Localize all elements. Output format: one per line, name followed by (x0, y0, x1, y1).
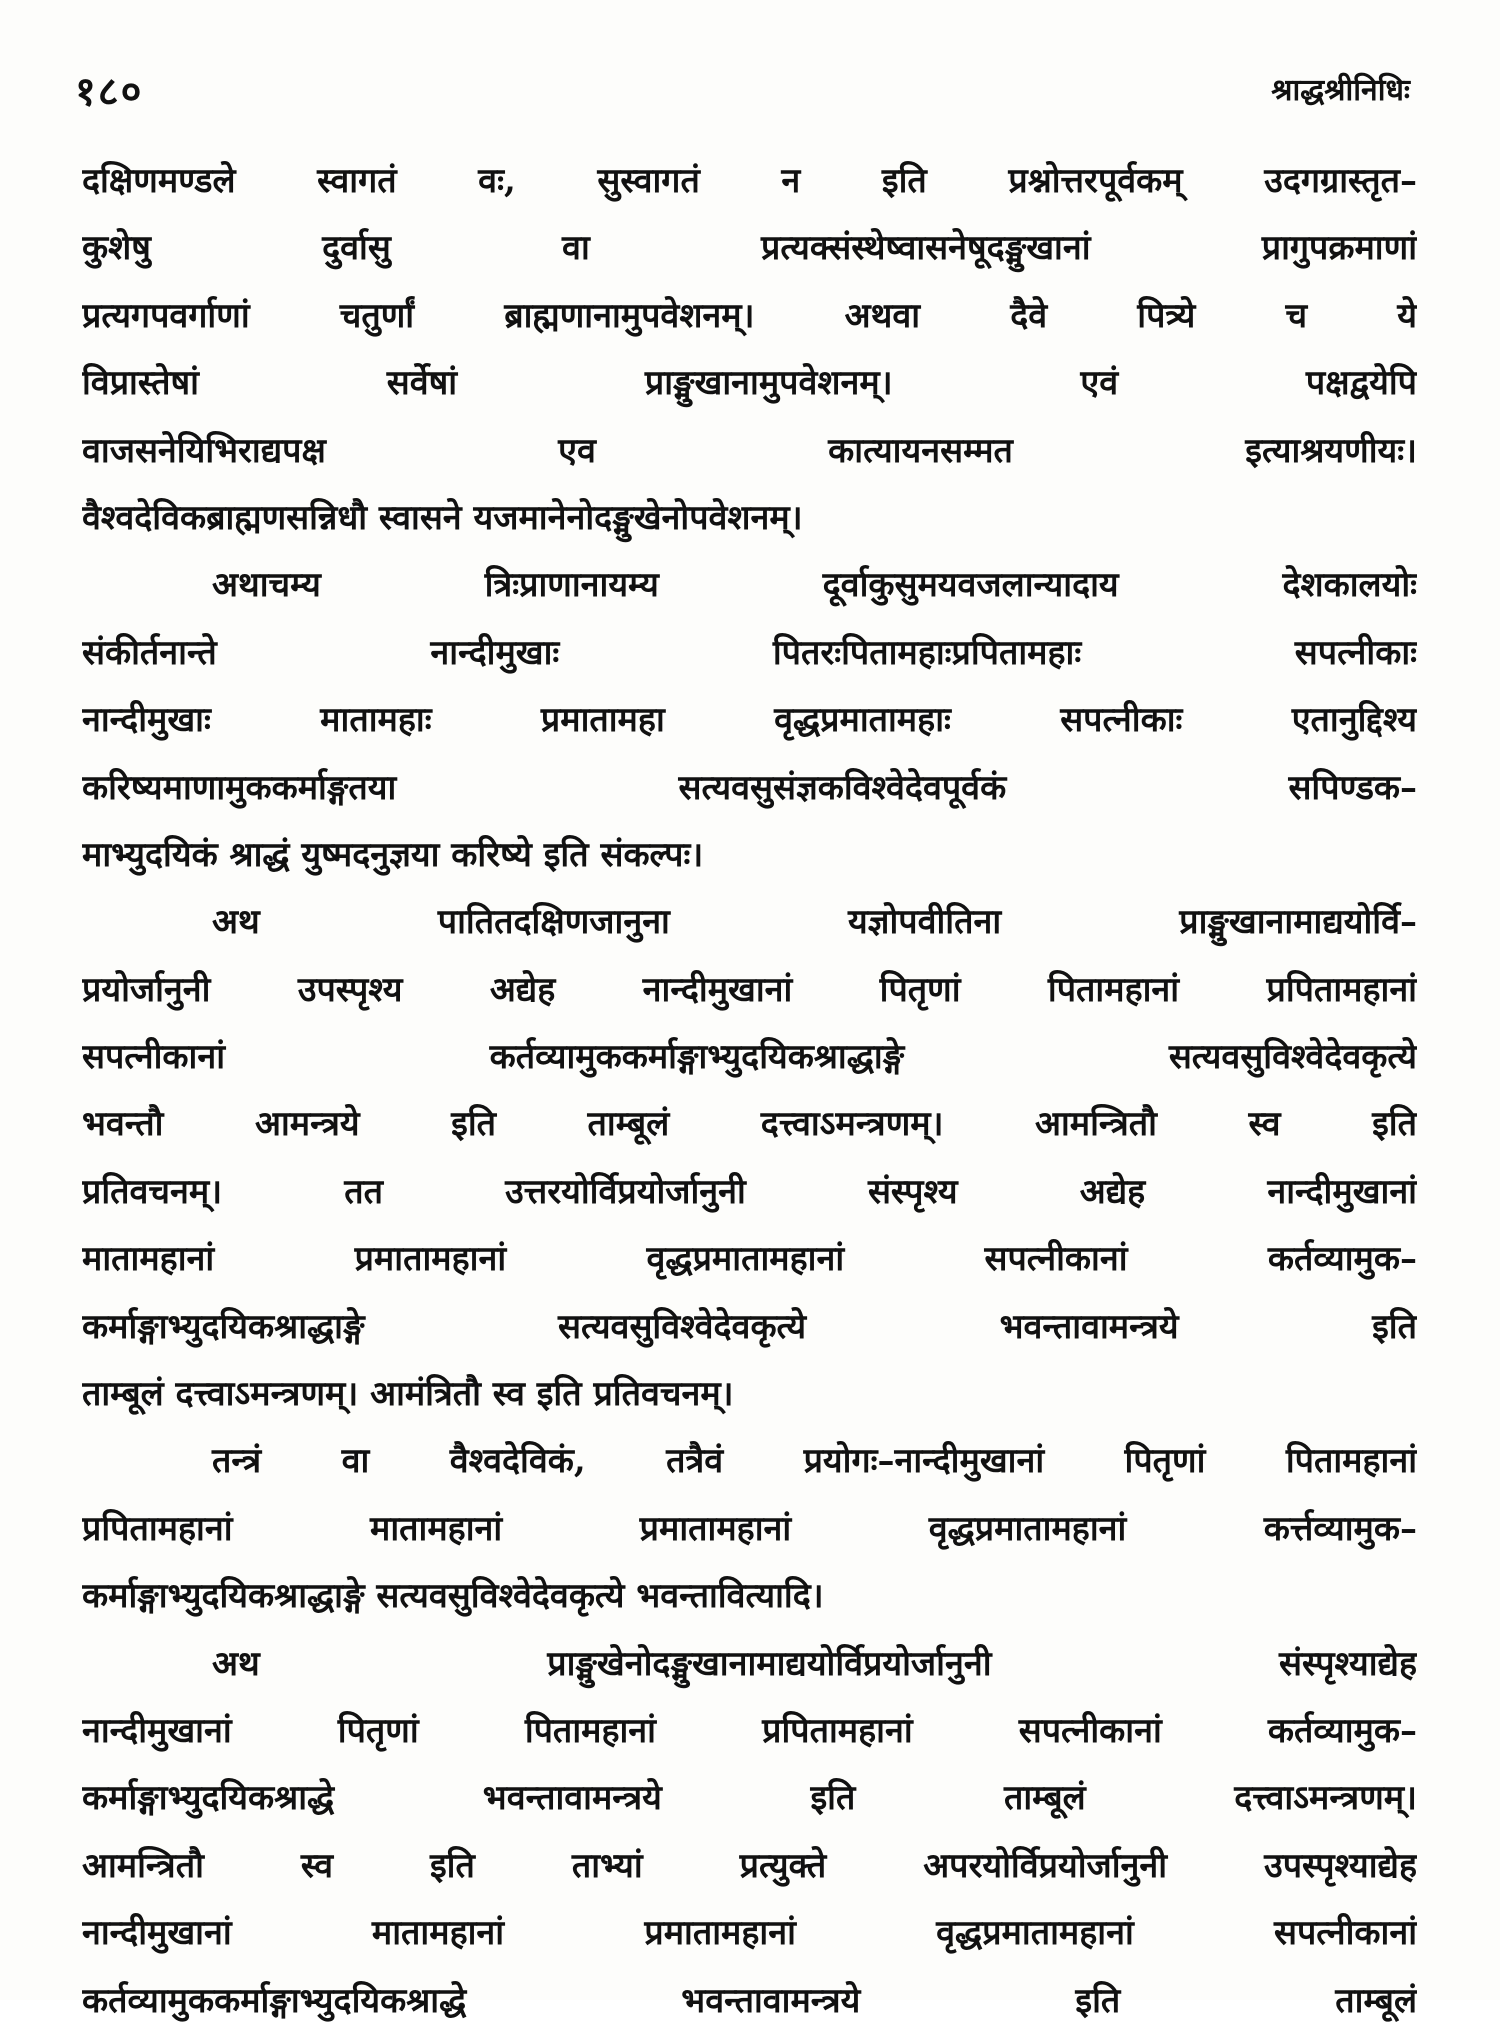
text-line: प्रयोर्जानुनी उपस्पृश्य अद्येह नान्दीमुखानां पितृणां पितामहानां प्रपितामहानां (82, 969, 1417, 1010)
text-line: ताम्बूलं दत्त्वाऽमन्त्रणम्। आमंत्रितौ स्व इति प्रतिवचनम्। (82, 1374, 734, 1415)
text-line: सपत्नीकानां कर्तव्यामुककर्माङ्गाभ्युदयिकश्राद्धाङ्गे सत्यवसुविश्वेदेवकृत्ये (82, 1037, 1417, 1078)
text-line: आमन्त्रितौ स्व इति ताभ्यां प्रत्युक्ते अपरयोर्विप्रयोर्जानुनी उपस्पृश्याद्येह (82, 1845, 1417, 1886)
text-line: नान्दीमुखानां पितृणां पितामहानां प्रपितामहानां सपत्नीकानां कर्तव्यामुक– (82, 1710, 1417, 1751)
text-line: नान्दीमुखाः मातामहाः प्रमातामहा वृद्धप्रमातामहाः सपत्नीकाः एतानुद्दिश्य (82, 700, 1417, 741)
text-line: कर्माङ्गाभ्युदयिकश्राद्धाङ्गे सत्यवसुविश्वेदेवकृत्ये भवन्तावित्यादि। (82, 1576, 824, 1617)
text-line: मातामहानां प्रमातामहानां वृद्धप्रमातामहानां सपत्नीकानां कर्तव्यामुक– (82, 1239, 1417, 1280)
running-title: श्राद्धश्रीनिधिः (1271, 73, 1410, 108)
text-line: कर्माङ्गाभ्युदयिकश्राद्धे भवन्तावामन्त्रये इति ताम्बूलं दत्त्वाऽमन्त्रणम्। (82, 1778, 1417, 1819)
text-line: कर्माङ्गाभ्युदयिकश्राद्धाङ्गे सत्यवसुविश्वेदेवकृत्ये भवन्तावामन्त्रये इति (82, 1306, 1417, 1347)
text-line: प्रपितामहानां मातामहानां प्रमातामहानां वृद्धप्रमातामहानां कर्त्तव्यामुक– (82, 1508, 1417, 1549)
text-line: कुशेषु दुर्वासु वा प्रत्यक्संस्थेष्वासनेषूदङ्मुखानां प्रागुपक्रमाणां (82, 228, 1417, 269)
text-line: वैश्वदेविकब्राह्मणसन्निधौ स्वासने यजमानेनोदङ्मुखेनोपवेशनम्। (82, 497, 803, 538)
text-line: दक्षिणमण्डले स्वागतं वः, सुस्वागतं न इति प्रश्नोत्तरपूर्वकम् उदगग्रास्तृत– (82, 161, 1417, 201)
text-line: कर्तव्यामुककर्माङ्गाभ्युदयिकश्राद्धे भवन्तावामन्त्रये इति ताम्बूलं (82, 1980, 1417, 2021)
page-header (75, 62, 1410, 122)
text-line: विप्रास्तेषां सर्वेषां प्राङ्मुखानामुपवेशनम्। एवं पक्षद्वयेपि (82, 363, 1417, 404)
text-line: करिष्यमाणामुककर्माङ्गतया सत्यवसुसंज्ञकविश्वेदेवपूर्वकं सपिण्डक– (82, 767, 1417, 808)
paragraph-start-line: अथ प्राङ्मुखेनोदङ्मुखानामाद्ययोर्विप्रयोर्जानुनी संस्पृश्याद्येह (212, 1643, 1417, 1684)
text-line: नान्दीमुखानां मातामहानां प्रमातामहानां वृद्धप्रमातामहानां सपत्नीकानां (82, 1913, 1417, 1954)
paragraph-start-line: अथ पातितदक्षिणजानुना यज्ञोपवीतिना प्राङ्मुखानामाद्ययोर्वि– (212, 902, 1417, 943)
paragraph-start-line: तन्त्रं वा वैश्वदेविकं, तत्रैवं प्रयोगः–नान्दीमुखानां पितृणां पितामहानां (212, 1441, 1417, 1482)
text-line: प्रत्यगपवर्गाणां चतुर्णां ब्राह्मणानामुपवेशनम्। अथवा दैवे पित्र्ये च ये (82, 295, 1417, 336)
paragraph-start-line: अथाचम्य त्रिःप्राणानायम्य दूर्वाकुसुमयवजलान्यादाय देशकालयोः (212, 565, 1417, 606)
text-line: भवन्तौ आमन्त्रये इति ताम्बूलं दत्त्वाऽमन्त्रणम्। आमन्त्रितौ स्व इति (82, 1104, 1417, 1145)
body-text (82, 148, 1417, 2035)
text-line: वाजसनेयिभिराद्यपक्ष एव कात्यायनसम्मत इत्याश्रयणीयः। (82, 430, 1417, 471)
text-line: प्रतिवचनम्। तत उत्तरयोर्विप्रयोर्जानुनी संस्पृश्य अद्येह नान्दीमुखानां (82, 1171, 1417, 1212)
text-line: संकीर्तनान्ते नान्दीमुखाः पितरःपितामहाःप्रपितामहाः सपत्नीकाः (82, 632, 1417, 673)
text-line: माभ्युदयिकं श्राद्धं युष्मदनुज्ञया करिष्ये इति संकल्पः। (82, 834, 704, 875)
page-number: १८० (75, 68, 144, 115)
